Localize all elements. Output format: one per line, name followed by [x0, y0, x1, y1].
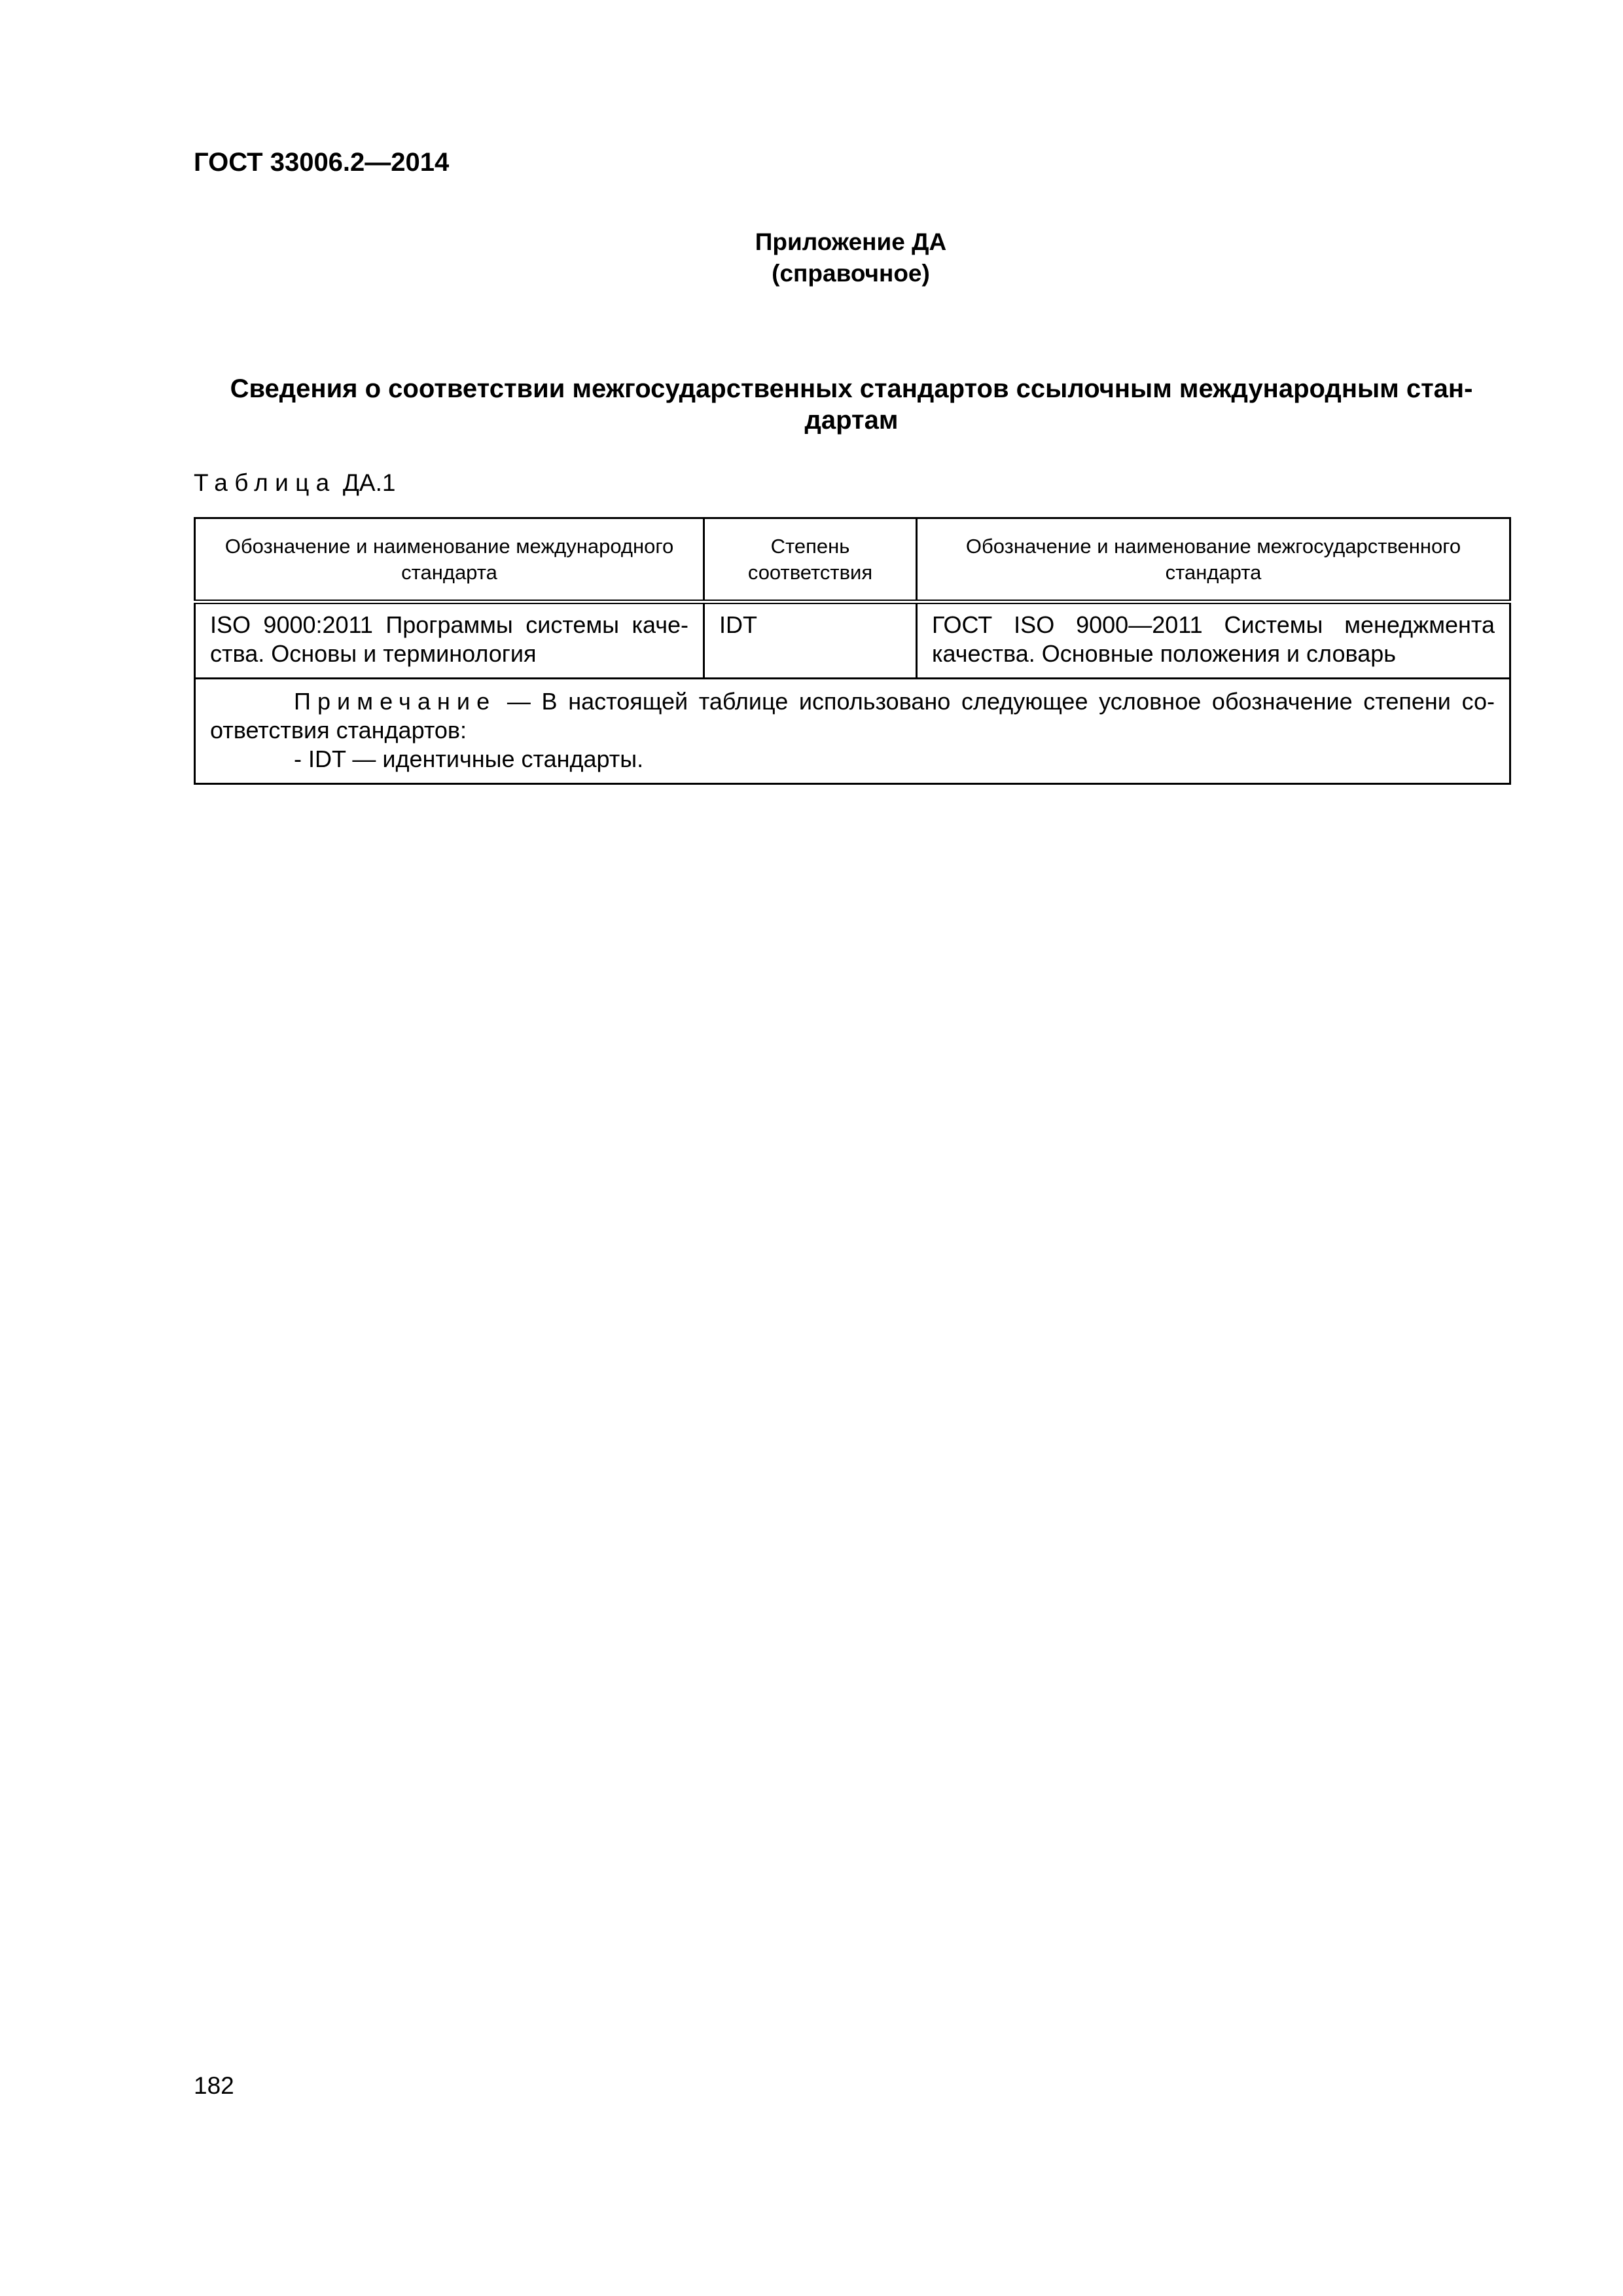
- cell-international-standard: ISO 9000:2011 Программы системы каче-ства. Основы и терминология: [195, 602, 704, 679]
- column-header-degree: Степень соответствия: [704, 518, 917, 602]
- column-header-international: Обозначение и наименование международного стандарта: [195, 518, 704, 602]
- appendix-status: (справочное): [772, 260, 930, 287]
- table-header-row: [195, 518, 1510, 602]
- page-number: 182: [194, 2072, 234, 2099]
- document-number: ГОСТ 33006.2—2014: [194, 148, 450, 177]
- section-title-line-1: Сведения о соответствии межгосударственных стандартов ссылочным международным стан-: [230, 374, 1473, 403]
- appendix-title: Приложение ДА: [755, 228, 947, 255]
- table-caption: [194, 469, 395, 497]
- cell-degree: IDT: [704, 602, 917, 679]
- column-header-interstate: Обозначение и наименование межгосударственного стандарта: [917, 518, 1510, 602]
- section-title: [194, 373, 1509, 436]
- appendix-heading: [262, 226, 1440, 289]
- table-note: [195, 679, 1510, 784]
- cell-interstate-standard: ГОСТ ISO 9000—2011 Системы менеджмента качества. Основные положения и словарь: [917, 602, 1510, 679]
- note-list-item: - IDT — идентичные стандарты.: [294, 745, 644, 772]
- table-row: [195, 602, 1510, 679]
- correspondence-table: [194, 517, 1511, 785]
- table-caption-number: ДА.1: [342, 469, 396, 496]
- note-text: — В настоящей таблице использовано следующее условное обозначение степени со-ответствия стандартов:: [210, 688, 1495, 744]
- table-note-row: [195, 679, 1510, 784]
- table-caption-word: Таблица: [194, 469, 336, 496]
- section-title-line-2: дартам: [804, 406, 899, 435]
- note-paragraph: [210, 687, 1495, 745]
- note-label: Примечание: [294, 688, 497, 715]
